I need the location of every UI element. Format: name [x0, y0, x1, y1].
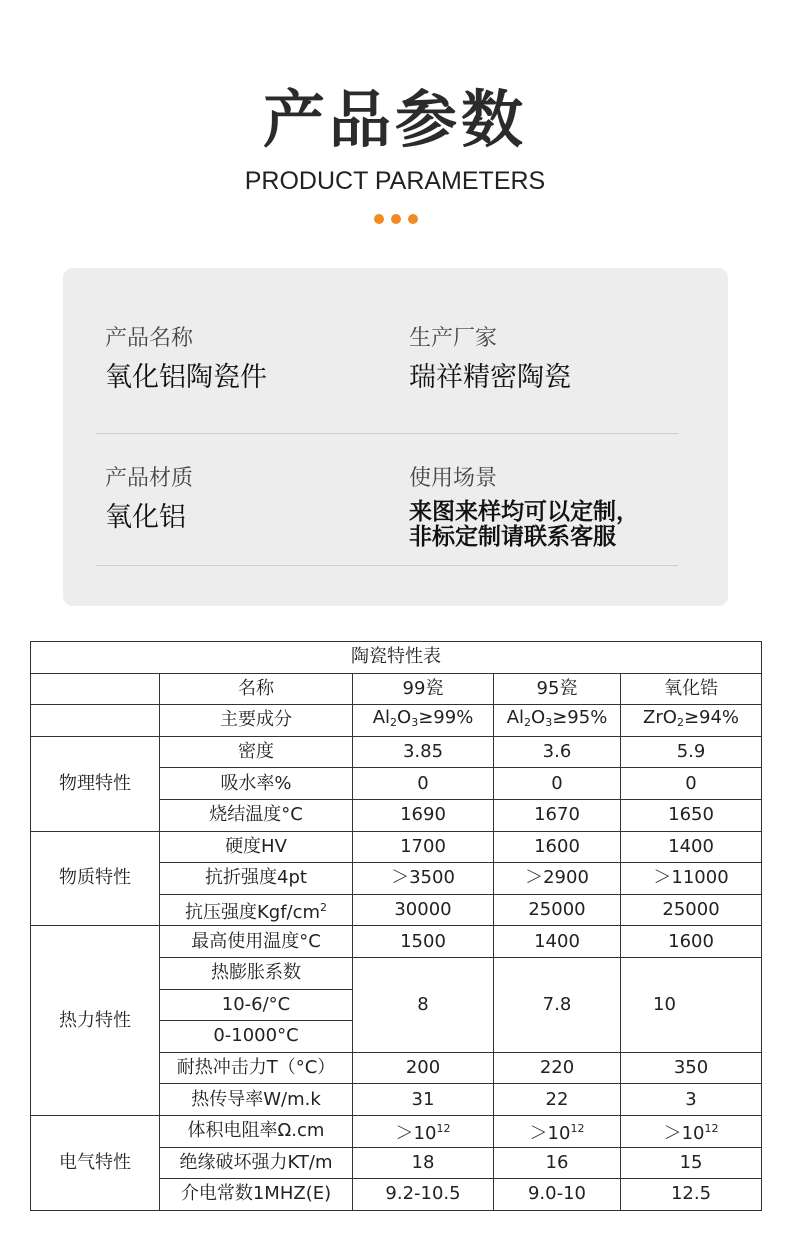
cell: 10 [621, 957, 762, 1052]
cell: 350 [621, 1052, 762, 1084]
cell: ＞2900 [494, 863, 621, 895]
cell: 220 [494, 1052, 621, 1084]
row-label: 绝缘破坏强力KT/m [160, 1147, 353, 1179]
formula-sub: 2 [676, 715, 684, 729]
formula-part: O [397, 706, 412, 728]
usage-label: 使用场景 [409, 466, 498, 491]
empty-cell [31, 705, 160, 737]
cell: 1500 [353, 926, 494, 958]
cell: 3.85 [353, 736, 494, 768]
cell [353, 705, 494, 737]
header-zro2: 氧化锆 [621, 673, 762, 705]
cell: 0 [494, 768, 621, 800]
value-part: ＞10 [663, 1122, 705, 1144]
formula-part: Al [372, 706, 391, 728]
row-label: 最高使用温度°C [160, 926, 353, 958]
cell: 1400 [494, 926, 621, 958]
cell: 0 [353, 768, 494, 800]
cell: 200 [353, 1052, 494, 1084]
row-label: 硬度HV [160, 831, 353, 863]
manufacturer-label: 生产厂家 [409, 326, 498, 351]
row-label: 密度 [160, 736, 353, 768]
dot-icon [374, 214, 384, 224]
label-sup: 2 [320, 900, 328, 914]
cell: 31 [353, 1084, 494, 1116]
cell: 18 [353, 1147, 494, 1179]
cell: 0 [621, 768, 762, 800]
table-title-row [31, 642, 762, 674]
table-title: 陶瓷特性表 [31, 642, 762, 674]
row-label: 热膨胀系数 [160, 957, 353, 989]
row-label: 10-6/°C [160, 989, 353, 1021]
cell [621, 705, 762, 737]
value-part: ＞10 [395, 1122, 437, 1144]
formula-part: ZrO [643, 706, 677, 728]
formula-part: ≥99% [418, 706, 474, 728]
formula-sub: 3 [545, 715, 553, 729]
table-header-row [31, 673, 762, 705]
cell: 1700 [353, 831, 494, 863]
cell [494, 1115, 621, 1147]
cell: 25000 [494, 894, 621, 926]
cell: ＞3500 [353, 863, 494, 895]
manufacturer-value: 瑞祥精密陶瓷 [409, 362, 571, 393]
category-thermal: 热力特性 [31, 926, 160, 1116]
row-label: 0-1000°C [160, 1021, 353, 1053]
category-electrical: 电气特性 [31, 1115, 160, 1210]
card-divider [96, 565, 678, 566]
usage-line-1: 来图来样均可以定制， [409, 499, 639, 525]
value-sup: 12 [704, 1121, 719, 1135]
cell: 3.6 [494, 736, 621, 768]
cell: 5.9 [621, 736, 762, 768]
empty-cell [31, 673, 160, 705]
cell [494, 705, 621, 737]
value-sup: 12 [570, 1121, 585, 1135]
row-label: 抗折强度4pt [160, 863, 353, 895]
header-99: 99瓷 [353, 673, 494, 705]
page-subtitle: PRODUCT PARAMETERS [244, 167, 546, 195]
product-info-card [63, 268, 728, 606]
ceramic-spec-table [30, 641, 762, 1211]
table-row [31, 831, 762, 863]
header-95: 95瓷 [494, 673, 621, 705]
formula-part: ≥94% [683, 706, 740, 728]
cell: 9.0-10 [494, 1179, 621, 1211]
category-physical: 物理特性 [31, 736, 160, 831]
material-value: 氧化铝 [105, 502, 186, 533]
formula-sub: 2 [524, 715, 532, 729]
card-divider [96, 433, 678, 434]
row-label: 体积电阻率Ω.cm [160, 1115, 353, 1147]
formula-part: O [531, 706, 546, 728]
category-material: 物质特性 [31, 831, 160, 926]
row-label: 耐热冲击力T（°C） [160, 1052, 353, 1084]
cell: 22 [494, 1084, 621, 1116]
cell: 1690 [353, 799, 494, 831]
row-label: 主要成分 [160, 705, 353, 737]
cell: 12.5 [621, 1179, 762, 1211]
cell: 15 [621, 1147, 762, 1179]
cell: 1670 [494, 799, 621, 831]
table-row [31, 705, 762, 737]
cell: 30000 [353, 894, 494, 926]
cell: 16 [494, 1147, 621, 1179]
header-name: 名称 [160, 673, 353, 705]
cell: 25000 [621, 894, 762, 926]
table-row [31, 926, 762, 958]
formula-part: Al [506, 706, 525, 728]
cell: 1400 [621, 831, 762, 863]
cell: 1600 [494, 831, 621, 863]
cell: ＞11000 [621, 863, 762, 895]
formula-sub: 2 [390, 715, 398, 729]
cell: 1600 [621, 926, 762, 958]
cell [353, 1115, 494, 1147]
value-part: ＞10 [529, 1122, 571, 1144]
row-label: 介电常数1MHZ(E) [160, 1179, 353, 1211]
cell [621, 1115, 762, 1147]
cell: 9.2-10.5 [353, 1179, 494, 1211]
table-row [31, 736, 762, 768]
dot-icon [391, 214, 401, 224]
formula-sub: 3 [411, 715, 419, 729]
cell: 7.8 [494, 957, 621, 1052]
cell: 3 [621, 1084, 762, 1116]
row-label [160, 894, 353, 926]
formula-part: ≥95% [552, 706, 608, 728]
cell: 8 [353, 957, 494, 1052]
decorative-dots [374, 214, 418, 226]
page-title: 产品参数 [262, 83, 527, 156]
cell: 1650 [621, 799, 762, 831]
label-part: 抗压强度Kgf/cm [184, 901, 321, 923]
row-label: 吸水率% [160, 768, 353, 800]
material-label: 产品材质 [105, 466, 194, 491]
product-name-value: 氧化铝陶瓷件 [105, 362, 267, 393]
product-name-label: 产品名称 [105, 326, 194, 351]
row-label: 热传导率W/m.k [160, 1084, 353, 1116]
usage-line-2: 非标定制请联系客服 [409, 524, 616, 550]
table-row [31, 1115, 762, 1147]
value-sup: 12 [436, 1121, 451, 1135]
row-label: 烧结温度°C [160, 799, 353, 831]
dot-icon [408, 214, 418, 224]
